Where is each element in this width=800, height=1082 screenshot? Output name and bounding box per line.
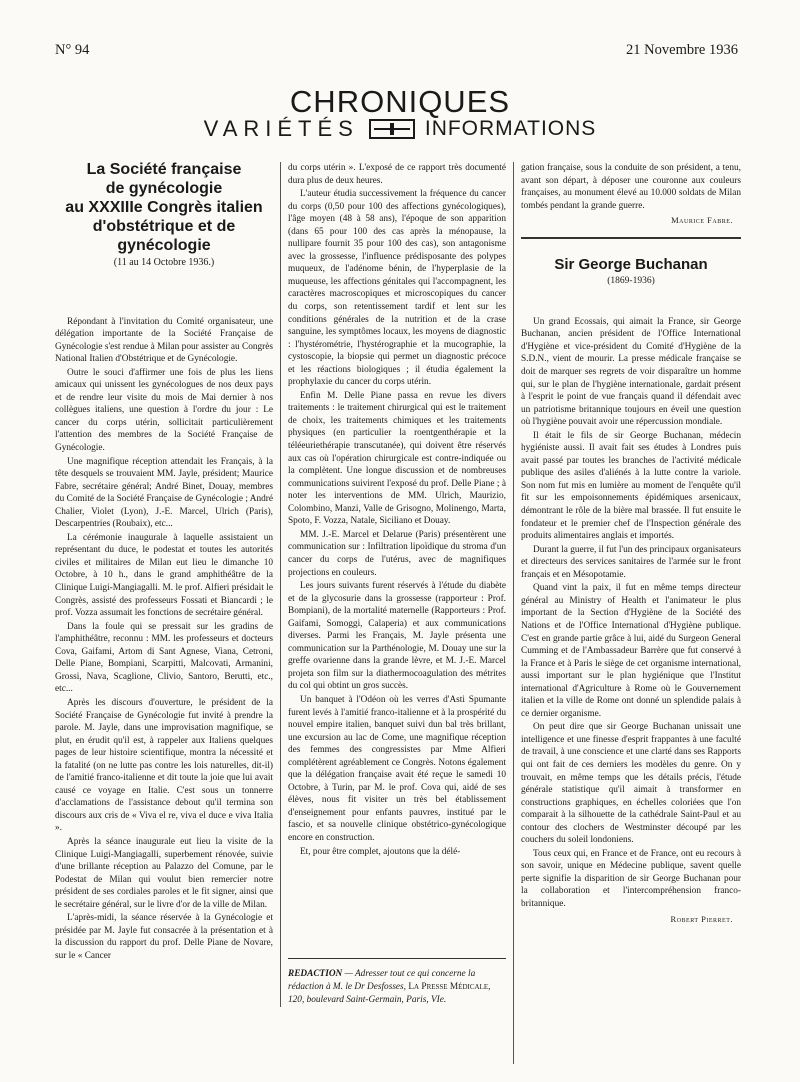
redaction-notice (288, 968, 506, 1007)
signature: Robert Pierret. (670, 913, 733, 924)
title-line: d'obstétrique et de gynécologie (92, 218, 236, 254)
obituary-title: Sir George Buchanan (554, 255, 708, 273)
paragraph: On peut dire que sir George Buchanan unissait une intelligence et une finesse d'esprit frappantes à une faculté de travail, à une conscience et une clarté dans ses Rapports qui ont fait de ces derniers les modèles du genre. On y trouvait, en même temps que les détails précis, l'étude générale statistique qu'il aimait à transformer en constructions graphiques, en échelles coloriées que l'on comparait à la silhouette de la cathédrale Saint-Paul et au contour des clochers de Westminster découpé par les couchers du soleil londoniens. (521, 722, 741, 846)
paragraph: Une magnifique réception attendait les Français, à la tête desquels se trouvaient MM. Jayle, président; Maurice Fabre, secrétaire général; André Binet, Douay, membres du Comité de la Société Française de Gynécologie ; André Chalier, Violet (Lyon), J.-E. Marcel, Ulrich (Paris), Descarpentries (Roubaix), etc... (55, 456, 273, 530)
logo-icon (369, 119, 415, 139)
paragraph: Durant la guerre, il fut l'un des principaux organisateurs et directeurs des services sanitaires de l'armée sur le front français et en Mésopotamie. (521, 544, 741, 580)
redaction-label: REDACTION (288, 969, 343, 979)
paragraph: Un grand Ecossais, qui aimait la France, sir George Buchanan, ancien président de l'Office International d'Hygiène et vice-président du Comité d'Hygiène de la S.D.N., vient de mourir. La presse médicale française se doit de marquer ses regrets de voir disparaître un homme qui, sur le plan de l'hygiène internationale, gardait présent à l'esprit le point de vue français quand il défendait avec un patriotisme britannique toujours en éveil une question où l'hygiène pouvait avoir une répercussion mondiale. (521, 316, 741, 428)
subtitle-varietes: VARIÉTÉS (203, 116, 359, 141)
subtitle-informations: INFORMATIONS (424, 117, 597, 140)
paragraph: Tous ceux qui, en France et de France, ont eu recours à son savoir, unique en Médecine publique, savent quelle perte signifie la disparition de sir George Buchanan pour la collaboration et l'intercompréhension franco-britannique. (521, 848, 741, 909)
paragraph: La cérémonie inaugurale à laquelle assistaient un représentant du duce, le podestat et toutes les autorités civiles et militaires de Milan eut lieu le dimanche 10 Octobre, à 10 h., dans le grand amphithéâtre de la Clinique Luigi-Mangiagalli. M. le prof. Alfieri présidait le Congrès, assisté des professeurs Fossati et Biancardi ; le prof. Vozza assumait les fonctions de secrétaire général. (55, 532, 273, 619)
title-line: La Société française (86, 161, 242, 178)
paragraph: gation française, sous la conduite de son président, a tenu, avant son départ, à déposer une couronne aux couleurs françaises, au monument élevé au 10.000 soldats de Milan tombés pendant la grande guerre. (521, 163, 741, 211)
paragraph: Dans la foule qui se pressait sur les gradins de l'amphithéâtre, reconnu : MM. les professeurs et docteurs Cova, Gaifami, Artom di Sant Agnese, Viana, Cetroni, Delle Piane, Bompiani, Scarpitti, Malcovati, Armanini, Grossi, Nava, Scaglione, Clivio, Santoro, Berutti, etc., etc... (55, 621, 273, 695)
paragraph: Et, pour être complet, ajoutons que la délé- (300, 846, 461, 857)
section-title: CHRONIQUES (289, 84, 511, 119)
paragraph: Outre le souci d'affirmer une fois de plus les liens amicaux qui unissent les gynécologues de nos deux pays et de rendre leur visite du mois de Mai dernier à nos collègues italiens, une question à l'ordre du jour : Le cancer du corps utérin, sollicitait particulièrement l'attention des membres de la Société Française de Gynécologie. (55, 367, 273, 454)
section-subtitle (0, 116, 800, 142)
paragraph: Répondant à l'invitation du Comité organisateur, une délégation importante de la Société Française de Gynécologie s'est rendue à Milan pour assister au Congrès National Italien d'Obstétrique et de Gynécologie. (55, 316, 273, 365)
journal-name: La Presse Médicale (408, 982, 489, 992)
page-header (55, 42, 738, 64)
column-divider (513, 162, 514, 1064)
paragraph: Quand vint la paix, il fut en même temps directeur général au Ministry of Health et l'animateur le plus important de la Section d'Hygiène de la Société des Nations et de l'Office International d'Hygiène publique. C'est en grande partie grâce à lui, aidé du Surgeon General Cumming et de l'Ambassadeur Barrère que fut conservé à la France et à Paris le siège de cet organisme international, aussi important sur le plan hygiénique que l'Institut international d'Agriculture à Rome où le Gouvernement italien et la ville de Rome ont donné un splendide palais à ce dernier organisme. (521, 583, 741, 719)
issue-number: N° 94 (55, 42, 90, 58)
redaction-address: , 120, boulevard Saint-Germain, Paris, VIe. (288, 982, 491, 1005)
paragraph: L'auteur étudia successivement la fréquence du cancer du corps (0,50 pour 100 des affections gynécologiques), l'âge moyen (48 à 58 ans), l'époque de son apparition (dans 65 pour 100 des cas après la ménopause, la nullipare fournit 35 pour 100 des cas), son antagonisme avec la grossesse, l'influence prédisposante des polypes muqueux, de l'adénome bénin, de l'hyperplasie de la muqueuse, les affections génitales qui l'accompagnent, les caractères macroscopiques et microscopiques du cancer du corps, son retentissement tardif et lent sur les conditions générales de la nutrition et de la crase sanguine, les symptômes locaux, les moyens de diagnostic : l'hystérométrie, l'hystérographie et la mucographie, la cystoscopie, la biopsie qui permet un diagnostic précoce et les réactions biologiques ; il étudia également la prophylaxie du cancer du corps utérin. (288, 189, 506, 388)
redaction-rule (288, 958, 506, 959)
article-dates: (11 au 14 Octobre 1936.) (113, 257, 215, 268)
article-title (55, 160, 273, 255)
paragraph: Un banquet à l'Odéon où les verres d'Asti Spumante furent levés à l'amitié franco-italienne et à la prospérité du nouvel empire italien, banquet suivi dun bal très brillant, une excursion au lac de Come, une magnifique réception des femmes des congressistes par Mme Alfieri complétèrent agréablement ce Congrès. Notons également que la délégation française avait été reçue le samedi 10 Octobre, à Turin, par M. le prof. Cova qui, aidé de ses élèves, nous fit visiter un très bel établissement d'enseignement pour enfants pauvres, institué par le fascio, et sa nouvelle clinique obstétrico-gynécologique encore en construction. (288, 694, 506, 843)
column-2 (288, 162, 506, 859)
column-1 (55, 160, 273, 963)
title-line: de gynécologie (105, 180, 223, 197)
paragraph: Après les discours d'ouverture, le président de la Société Française de Gynécologie fut invité à prendre la parole. M. Jayle, dans une improvisation magnifique, se plut, en érudit qu'il est, à rappeler aux Italiens quelques pages de leur histoire scientifique, montra la nécessité et la fatalité (on ne lutte pas contre les lois naturelles, dit-il) de l'amitié franco-italienne et dit toute la joie que lui avait causé ce voyage en Italie. C'est sous un tonnerre d'acclamations de l'assistance debout qu'il termina son discours aux cris de « Viva el re, viva el duce e viva Italia ». (55, 697, 273, 834)
paragraph: Les jours suivants furent réservés à l'étude du diabète et de la glycosurie dans la grossesse (rapporteur : Prof. Bompiani), de la mortalité maternelle (Rapporteurs : Prof. Gaifami, Somoggi, Calaperia) et aux communications diverses. Parmi les Français, M. Jayle présenta une communication sur la Parthénologie, M. Douay une sur la greffe ovarienne dans la grande lèvre, et M. J.-E. Marcel projeta son film sur la diathermocoagulation des métrites du col qui obtint un gros succès. (288, 581, 506, 692)
signature: Maurice Fabre. (671, 215, 733, 226)
issue-date: 21 Novembre 1936 (626, 42, 738, 58)
paragraph: Après la séance inaugurale eut lieu la visite de la Clinique Luigi-Mangiagalli, superbement rénovée, suivie d'une brillante réception au Palazzo del Comune, par le Podestat de Milan qui voulut bien remercier notre président de ses cordiales paroles et le fit signer, ainsi que le secrétaire général, sur le livre d'or de la ville de Milan. (55, 836, 273, 910)
redaction-text: — Adresser tout ce qui concerne la rédaction à M. le Dr Desfosses, (288, 969, 476, 992)
paragraph: Il était le fils de sir George Buchanan, médecin hygiéniste aussi. Il avait fait ses études à Londres puis avait passé par toutes les branches de l'activité médicale publique des asiles d'aliénés à la lutte contre la variole. Son nom fut mis en lumière au moment de l'enquête qu'il fit sur les empoisonnements épidémiques arsenicaux, démontrant le rôle de la bière mal brassée. Il fut ensuite le fondateur et le premier chef de l'Inspection générale des produits alimentaires anglais et importés. (521, 430, 741, 542)
title-line: au XXXIIIe Congrès italien (65, 199, 263, 216)
column-3 (521, 162, 741, 925)
paragraph: du corps utérin ». L'exposé de ce rapport très documenté dura plus de deux heures. (288, 163, 506, 186)
section-rule (521, 237, 741, 239)
paragraph: Enfin M. Delle Piane passa en revue les divers traitements : le traitement chirurgical qui est le traitement de choix, les traitements chimiques et les traitements physiques (en particulier la roentgenthérapie et la téléeuriethérapie transcutanée), qui doivent être réservés aux cas où l'opération chirurgicale est contre-indiquée ou la complètent. Une longue discussion et de nombreuses communications suivirent l'exposé du prof. Delle Piane ; à noter les interventions de MM. Ulrich, Maurizio, Colombino, Manzi, Valle de Grisogno, Molinengo, Marta, Spoto, F. Vozza, Natale, Siciliano et Douay. (288, 390, 506, 527)
paragraph: L'après-midi, la séance réservée à la Gynécologie et présidée par M. Jayle fut consacrée à la présentation et à la discussion du rapport du prof. Delle Piane de Novare, sur le « Cancer (55, 913, 273, 961)
paragraph: MM. J.-E. Marcel et Delarue (Paris) présentèrent une communication sur : Infiltration lipoïdique du stroma d'un cancer du corps de l'utérus, avec de magnifiques projections en couleurs. (288, 529, 506, 578)
column-divider (280, 162, 281, 1007)
obituary-dates: (1869-1936) (607, 276, 655, 287)
